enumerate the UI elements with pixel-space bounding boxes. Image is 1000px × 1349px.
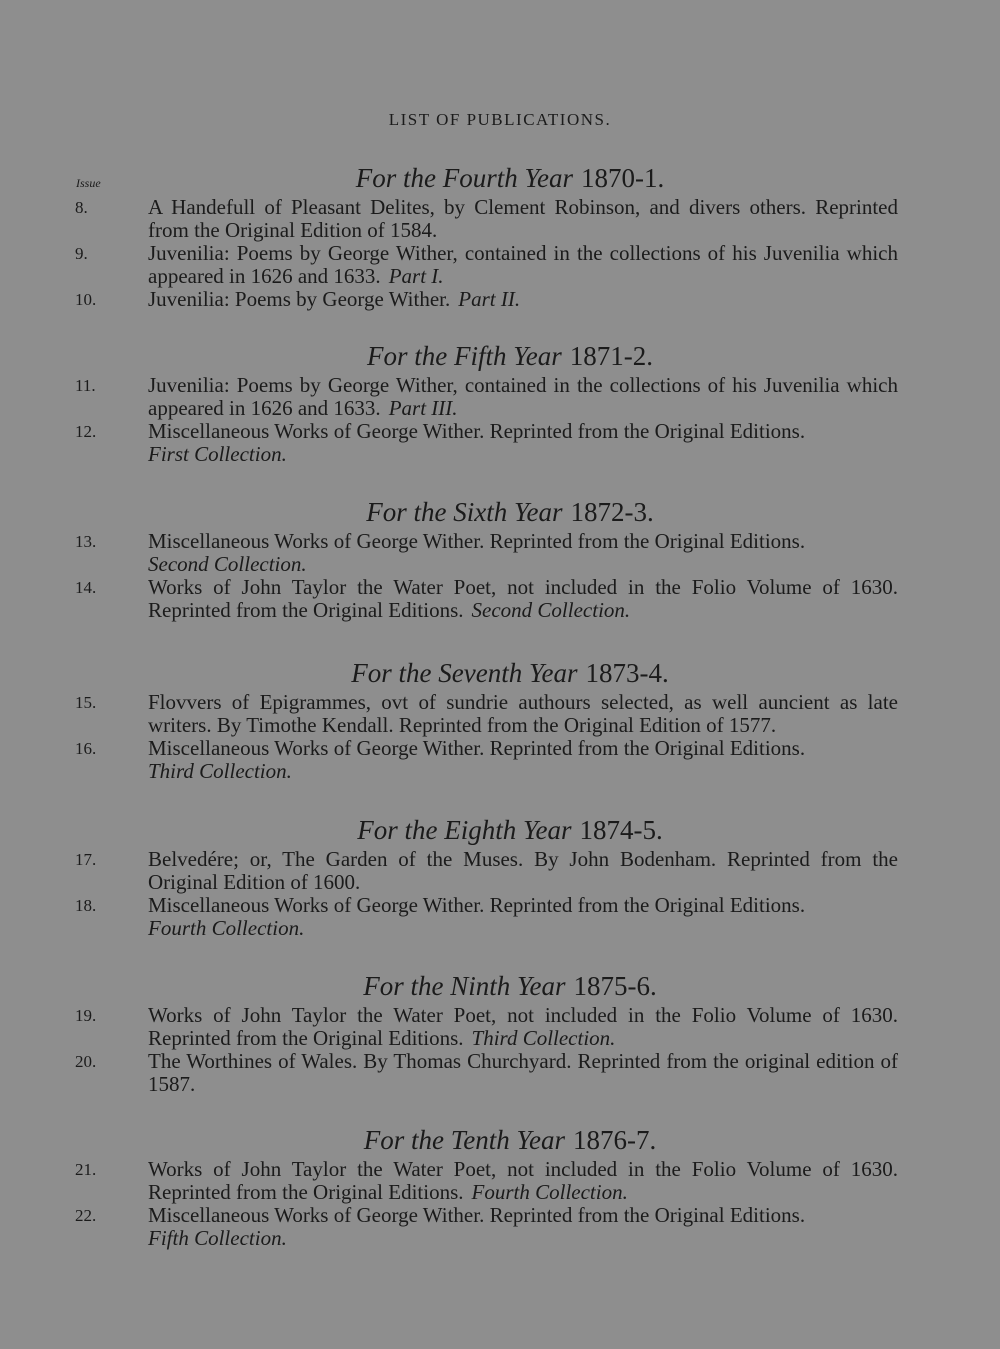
section-eighth-year <box>0 812 1000 940</box>
section-year: 1870-1. <box>581 163 665 193</box>
section-fifth-year <box>0 338 1000 466</box>
list-item <box>0 576 898 622</box>
item-collection: Fifth Collection. <box>148 1226 287 1250</box>
list-item <box>0 1204 898 1250</box>
item-title: Miscellaneous Works of George Wither. Reprinted from the Original Editions. <box>148 419 806 443</box>
section-year: 1876-7. <box>573 1125 657 1155</box>
section-year: 1875-6. <box>573 971 657 1001</box>
section-label: For the Tenth Year <box>363 1125 566 1155</box>
item-part: Part II. <box>458 287 521 311</box>
list-item <box>0 374 898 420</box>
issue-label: Issue <box>76 176 101 190</box>
item-number: 20. <box>75 1052 97 1071</box>
list-item <box>0 848 898 894</box>
item-title: Miscellaneous Works of George Wither. Reprinted from the Original Editions. <box>148 736 806 760</box>
section-year: 1872-3. <box>570 497 654 527</box>
section-heading <box>20 655 1000 691</box>
item-collection: Second Collection. <box>148 552 307 576</box>
page-header: LIST OF PUBLICATIONS. <box>388 110 612 129</box>
list-item <box>0 1050 898 1096</box>
item-title: Juvenilia: Poems by George Wither, contained in the collections of his Juvenilia which appeared in 1626 and 1633. <box>148 241 898 288</box>
item-part: Fourth Collection. <box>471 1180 628 1204</box>
item-number: 9. <box>75 244 88 263</box>
section-label: For the Ninth Year <box>363 971 566 1001</box>
item-title: A Handefull of Pleasant Delites, by Clement Robinson, and divers others. Reprinted from the Original Edition of 1584. <box>148 195 898 242</box>
item-number: 11. <box>75 376 96 395</box>
item-number: 12. <box>75 422 97 441</box>
section-label: For the Fifth Year <box>366 341 562 371</box>
item-number: 15. <box>75 693 97 712</box>
item-title: Miscellaneous Works of George Wither. Reprinted from the Original Editions. <box>148 893 806 917</box>
item-title: Works of John Taylor the Water Poet, not included in the Folio Volume of 1630. Reprinted from the Original Editions. <box>148 575 898 622</box>
section-label: For the Eighth Year <box>357 815 572 845</box>
list-item <box>0 737 898 783</box>
item-title: Juvenilia: Poems by George Wither. <box>148 287 451 311</box>
section-year: 1871-2. <box>569 341 653 371</box>
item-number: 14. <box>75 578 97 597</box>
section-heading <box>20 968 1000 1004</box>
item-collection: Fourth Collection. <box>148 916 305 940</box>
item-number: 16. <box>75 739 97 758</box>
item-title: Belvedére; or, The Garden of the Muses. By John Bodenham. Reprinted from the Original Edition of 1600. <box>148 847 898 894</box>
item-part: Second Collection. <box>471 598 631 622</box>
section-label: For the Fourth Year <box>355 163 573 193</box>
list-item <box>0 1158 898 1204</box>
item-title: Miscellaneous Works of George Wither. Reprinted from the Original Editions. <box>148 529 806 553</box>
section-year: 1874-5. <box>579 815 663 845</box>
item-title: The Worthines of Wales. By Thomas Churchyard. Reprinted from the original edition of 1587. <box>148 1049 898 1096</box>
section-year: 1873-4. <box>585 658 669 688</box>
item-title: Miscellaneous Works of George Wither. Reprinted from the Original Editions. <box>148 1203 806 1227</box>
list-item <box>0 196 898 242</box>
section-heading <box>20 338 1000 374</box>
list-item <box>0 288 898 311</box>
section-fourth-year <box>0 160 1000 311</box>
section-heading <box>20 160 1000 196</box>
list-item <box>0 691 898 737</box>
item-number: 8. <box>75 198 88 217</box>
item-number: 17. <box>75 850 97 869</box>
item-number: 19. <box>75 1006 97 1025</box>
section-seventh-year <box>0 655 1000 783</box>
section-heading <box>20 1122 1000 1158</box>
item-collection: First Collection. <box>148 442 287 466</box>
list-item <box>0 242 898 288</box>
item-part: Third Collection. <box>471 1026 616 1050</box>
section-ninth-year <box>0 968 1000 1096</box>
item-number: 13. <box>75 532 97 551</box>
item-collection: Third Collection. <box>148 759 292 783</box>
item-number: 10. <box>75 290 97 309</box>
list-item <box>0 894 898 940</box>
item-part: Part I. <box>388 264 444 288</box>
list-item <box>0 530 898 576</box>
item-title: Works of John Taylor the Water Poet, not included in the Folio Volume of 1630. Reprinted from the Original Editions. <box>148 1157 898 1204</box>
section-heading <box>20 494 1000 530</box>
list-item <box>0 420 898 466</box>
item-title: Flovvers of Epigrammes, ovt of sundrie authours selected, as well auncient as late writers. By Timothe Kendall. Reprinted from the Original Edition of 1577. <box>148 690 898 737</box>
item-title: Juvenilia: Poems by George Wither, contained in the collections of his Juvenilia which appeared in 1626 and 1633. <box>148 373 898 420</box>
item-title: Works of John Taylor the Water Poet, not included in the Folio Volume of 1630. Reprinted from the Original Editions. <box>148 1003 898 1050</box>
item-number: 22. <box>75 1206 97 1225</box>
section-tenth-year <box>0 1122 1000 1250</box>
item-number: 18. <box>75 896 97 915</box>
section-heading <box>20 812 1000 848</box>
item-number: 21. <box>75 1160 97 1179</box>
section-sixth-year <box>0 494 1000 622</box>
section-label: For the Seventh Year <box>351 658 578 688</box>
section-label: For the Sixth Year <box>366 497 563 527</box>
list-item <box>0 1004 898 1050</box>
item-part: Part III. <box>388 396 458 420</box>
